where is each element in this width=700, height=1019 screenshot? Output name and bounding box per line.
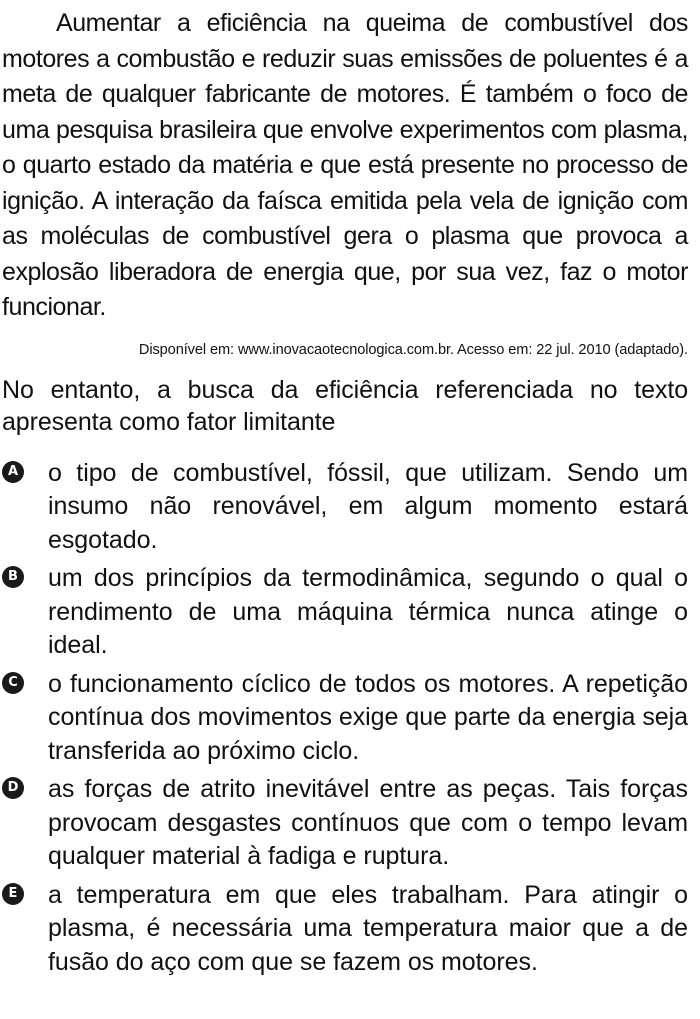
- option-a[interactable]: [2, 457, 688, 558]
- option-e-letter-badge: E: [2, 883, 24, 905]
- option-b[interactable]: [2, 562, 688, 663]
- option-b-text: um dos princípios da termodinâmica, segundo o qual o rendimento de uma máquina térmica nunca atinge o ideal.: [48, 564, 688, 659]
- option-c-letter-badge: C: [2, 672, 24, 694]
- option-c-text: o funcionamento cíclico de todos os motores. A repetição contínua dos movimentos exige que parte da energia seja transferida ao próximo ciclo.: [48, 669, 688, 765]
- answer-options: [2, 457, 688, 980]
- option-e-text: a temperatura em que eles trabalham. Para atingir o plasma, é necessária uma temperatura maior que a de fusão do aço com que se fazem os motores.: [48, 880, 688, 976]
- option-d-letter-badge: D: [2, 777, 24, 799]
- question-stem: No entanto, a busca da eficiência referenciada no texto apresenta como fator limitante: [2, 375, 688, 436]
- option-a-letter-badge: A: [2, 461, 24, 483]
- passage-text: Aumentar a eficiência na queima de combustível dos motores a combustão e reduzir suas emissões de poluentes é a meta de qualquer fabricante de motores. É também o foco de uma pesquisa brasileira que envolve experimentos com plasma, o quarto estado da matéria e que está presente no processo de ignição. A interação da faísca emitida pela vela de ignição com as moléculas de combustível gera o plasma que provoca a explosão liberadora de energia que, por sua vez, faz o motor funcionar.: [2, 9, 688, 321]
- source-citation: Disponível em: www.inovacaotecnologica.com.br. Acesso em: 22 jul. 2010 (adaptado).: [138, 341, 688, 358]
- option-e[interactable]: [2, 879, 688, 980]
- option-b-letter-badge: B: [2, 566, 24, 588]
- option-d-text: as forças de atrito inevitável entre as peças. Tais forças provocam desgastes contínuos que com o tempo levam qualquer material à fadiga e ruptura.: [48, 775, 688, 870]
- option-a-text: o tipo de combustível, fóssil, que utilizam. Sendo um insumo não renovável, em algum momento estará esgotado.: [48, 458, 688, 554]
- option-c[interactable]: [2, 668, 688, 769]
- option-d[interactable]: [2, 773, 688, 874]
